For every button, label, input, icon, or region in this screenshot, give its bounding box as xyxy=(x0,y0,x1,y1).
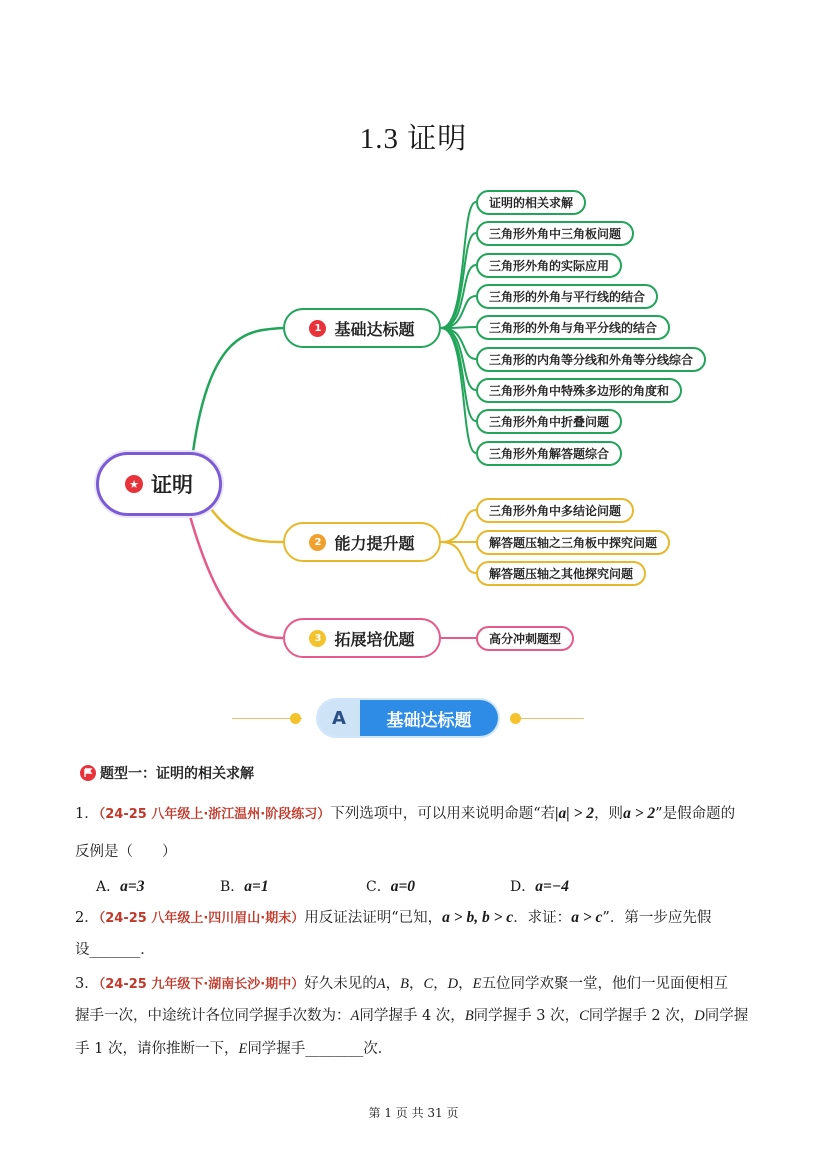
question-text: 同学握手________次． xyxy=(247,1041,393,1057)
page-footer: 第 1 页 共 31 页 xyxy=(368,1106,459,1120)
question-3-line-3 xyxy=(75,1039,755,1059)
leaf-topic: 三角形的内角等分线和外角等分线综合 xyxy=(476,347,706,372)
math-expression: a > c xyxy=(571,909,603,926)
root-node xyxy=(96,452,222,516)
question-source: （24-25 九年级下·湖南长沙·期中） xyxy=(98,977,305,992)
banner-dot-left xyxy=(290,713,301,724)
leaf-topic: 三角形外角中特殊多边形的角度和 xyxy=(476,378,682,403)
question-2-line-1 xyxy=(75,908,755,929)
section-letter: A xyxy=(318,700,360,736)
question-3-line-2 xyxy=(75,1006,755,1026)
leaf-topic: 解答题压轴之其他探究问题 xyxy=(476,561,646,586)
option-value: a=1 xyxy=(244,878,269,895)
question-type-label: 题型一：证明的相关求解 xyxy=(100,766,254,782)
letter: E xyxy=(472,976,482,992)
leaf-topic: 三角形外角中折叠问题 xyxy=(476,409,622,434)
number-badge-icon: 3 xyxy=(309,630,326,647)
option-key: D． xyxy=(510,879,536,895)
leaf-topic: 三角形的外角与角平分线的结合 xyxy=(476,315,670,340)
option-b xyxy=(220,876,269,896)
option-d xyxy=(510,876,569,896)
section-banner xyxy=(318,700,498,736)
question-text: ，则 xyxy=(594,806,624,822)
question-source: （24-25 八年级上·四川眉山·期末） xyxy=(98,911,305,926)
connector-root-b1 xyxy=(193,328,283,452)
leaf-topic: 证明的相关求解 xyxy=(476,190,586,215)
option-key: C． xyxy=(366,879,391,895)
question-text: 同学握 xyxy=(704,1008,749,1024)
leaf-topic: 三角形外角中多结论问题 xyxy=(476,498,634,523)
banner-line-right xyxy=(514,718,584,719)
letter: A xyxy=(376,976,386,992)
letter: B xyxy=(464,1008,474,1024)
leaf-topic: 三角形的外角与平行线的结合 xyxy=(476,284,658,309)
branch-extension xyxy=(283,618,441,658)
question-source: （24-25 八年级上·浙江温州·阶段练习） xyxy=(98,807,331,822)
math-expression: |a| > 2 xyxy=(555,805,595,822)
leaf-topic: 解答题压轴之三角板中探究问题 xyxy=(476,530,670,555)
number-badge-icon: 2 xyxy=(309,534,326,551)
option-a xyxy=(96,876,144,896)
option-value: a=3 xyxy=(120,878,145,895)
question-text: ．求证： xyxy=(513,910,572,926)
letter: E xyxy=(238,1041,248,1057)
question-text: 下列选项中，可以用来说明命题“若 xyxy=(330,806,556,822)
letter: D xyxy=(694,1008,705,1024)
letter: C xyxy=(579,1008,589,1024)
letter: A xyxy=(350,1008,360,1024)
root-label: 证明 xyxy=(151,473,193,497)
connector-branch-2-leaf-3 xyxy=(441,542,476,573)
branch-ability xyxy=(283,522,441,562)
leaf-topic: 三角形外角解答题综合 xyxy=(476,441,622,466)
star-icon: ★ xyxy=(125,475,143,493)
branch-basic xyxy=(283,308,441,348)
leaf-topic: 三角形外角的实际应用 xyxy=(476,253,622,278)
question-3-line-1: 3．（24-25 九年级下·湖南长沙·期中）好久未见的A，B，C，D，E五位同学欢聚一堂，他们一见面便相互 xyxy=(75,976,728,992)
letter: C xyxy=(423,976,434,992)
question-number: 1． xyxy=(75,806,99,822)
flag-icon xyxy=(80,765,96,781)
letter: B xyxy=(400,976,409,992)
question-1-line-1 xyxy=(75,804,755,825)
leaf-topic: 三角形外角中三角板问题 xyxy=(476,221,634,246)
option-key: A． xyxy=(96,879,121,895)
question-text: 同学握手 4 次， xyxy=(359,1008,465,1024)
option-value: a=−4 xyxy=(535,878,569,895)
math-expression: a > 2 xyxy=(623,805,656,822)
question-text: 好久未见的 xyxy=(304,976,377,992)
banner-dot-right xyxy=(510,713,521,724)
question-type-heading xyxy=(80,763,254,783)
branch-label: 基础达标题 xyxy=(334,319,415,339)
connector-root-b2 xyxy=(205,500,283,542)
question-text: ”．第一步应先假 xyxy=(602,910,712,926)
section-label: 基础达标题 xyxy=(360,700,498,736)
number-badge-icon: 1 xyxy=(309,320,326,337)
question-number: 3． xyxy=(75,976,99,992)
leaf-topic: 高分冲刺题型 xyxy=(476,626,574,651)
branch-label: 能力提升题 xyxy=(334,533,415,553)
question-text: 同学握手 3 次， xyxy=(473,1008,580,1024)
question-text: ”是假命题的 xyxy=(655,806,736,822)
option-key: B． xyxy=(220,879,245,895)
question-text: 同学握手 2 次， xyxy=(588,1008,695,1024)
page-title: 1.3 证明 xyxy=(359,123,468,155)
math-expression: a > b, b > c xyxy=(442,909,514,926)
option-value: a=0 xyxy=(390,878,416,895)
connector-root-b3 xyxy=(190,516,283,638)
question-text: 五位同学欢聚一堂，他们一见面便相互 xyxy=(481,976,728,992)
question-2-line-2: 设_______． xyxy=(75,942,155,958)
connector-branch-2-leaf-1 xyxy=(441,510,476,542)
question-number: 2． xyxy=(75,910,99,926)
question-text: 用反证法证明“已知， xyxy=(304,910,443,926)
letter: D xyxy=(447,976,459,992)
question-text: 握手一次，中途统计各位同学握手次数为： xyxy=(75,1008,351,1024)
question-text: 手 1 次，请你推断一下， xyxy=(75,1041,239,1057)
option-c xyxy=(366,876,415,896)
branch-label: 拓展培优题 xyxy=(334,629,415,649)
question-1-line-2: 反例是（ ） xyxy=(75,844,177,860)
